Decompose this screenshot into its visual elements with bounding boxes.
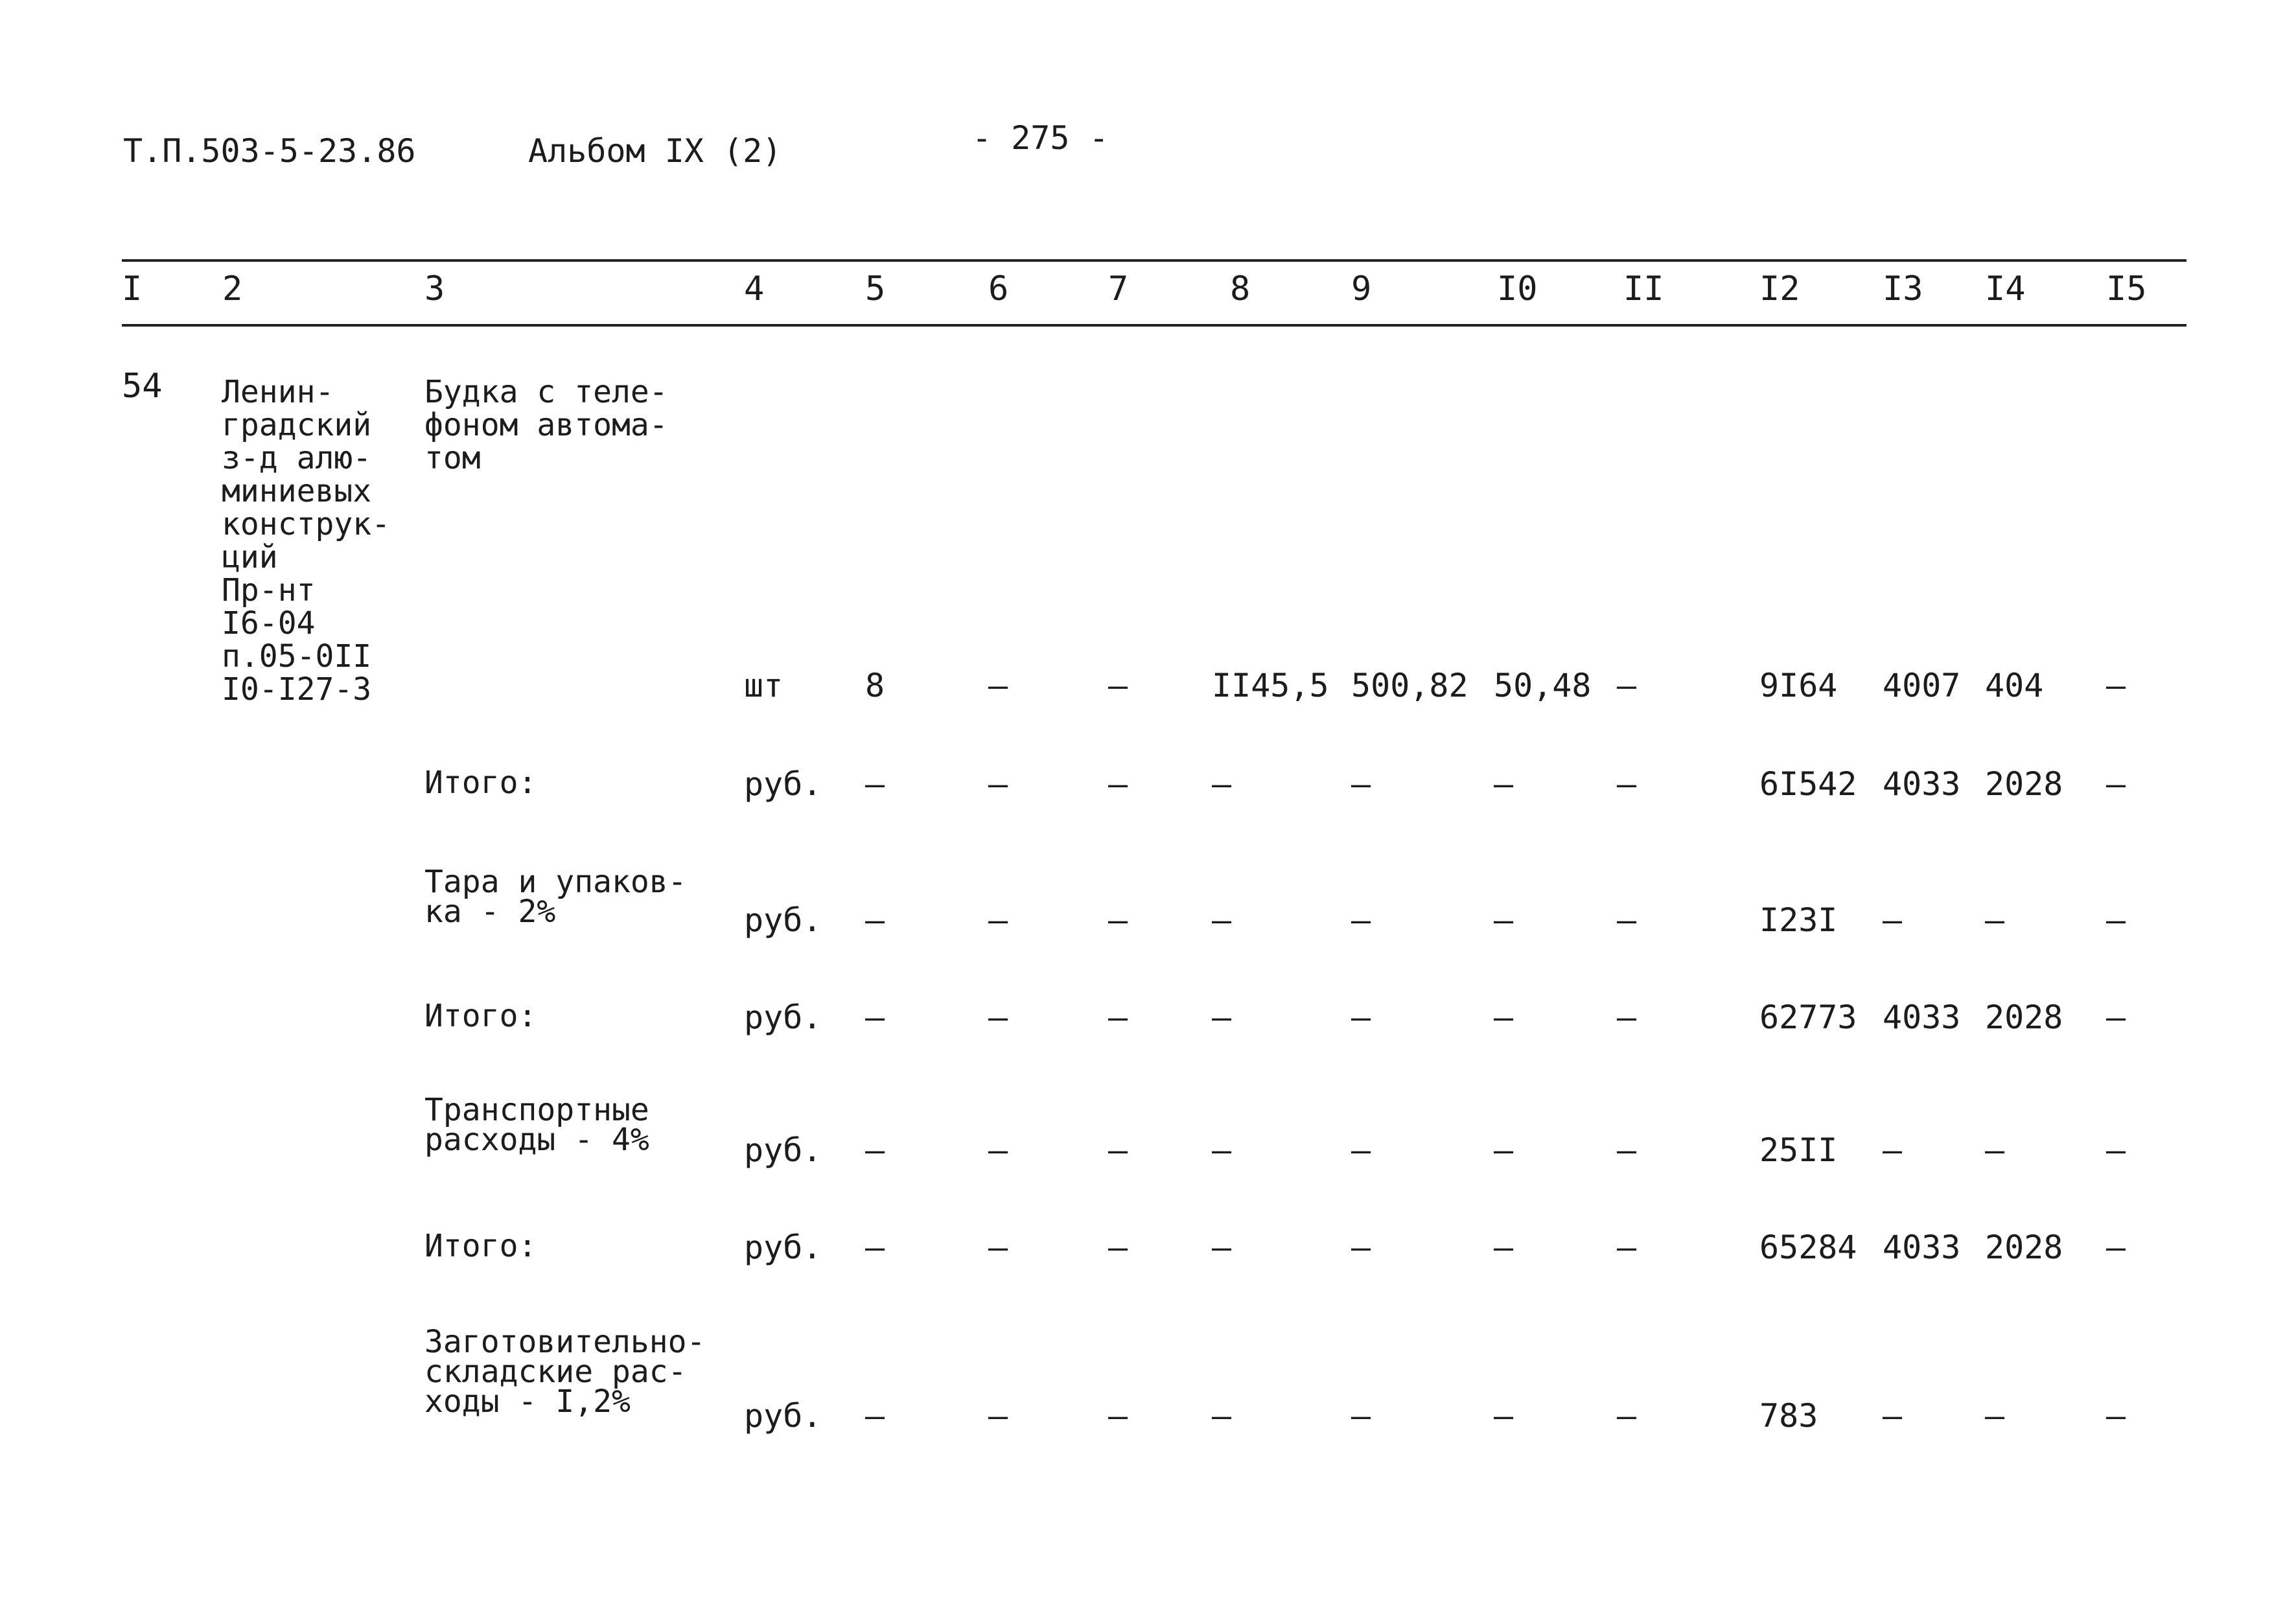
- table-cell: –: [1108, 1131, 1128, 1169]
- table-cell: 6I542: [1759, 765, 1857, 803]
- table-cell: –: [988, 1397, 1008, 1435]
- table-cell: –: [2106, 999, 2126, 1036]
- table-cell: –: [1351, 1131, 1371, 1169]
- row-label: Итого:: [424, 998, 537, 1034]
- table-cell: –: [1212, 1397, 1232, 1435]
- table-cell: –: [988, 1131, 1008, 1169]
- table-cell: 4033: [1883, 1229, 1961, 1266]
- table-cell: –: [1494, 901, 1514, 939]
- table-cell: –: [1494, 999, 1514, 1036]
- column-header: I: [122, 270, 143, 308]
- table-cell: –: [1985, 901, 2005, 939]
- table-cell: 2028: [1985, 1229, 2063, 1266]
- table-cell: –: [1617, 999, 1637, 1036]
- table-cell: –: [1212, 999, 1232, 1036]
- row-label: Заготовительно- складские рас- ходы - I,2%: [424, 1324, 706, 1420]
- table-cell: –: [2106, 901, 2126, 939]
- table-cell: –: [2106, 1131, 2126, 1169]
- table-cell: руб.: [744, 901, 822, 939]
- table-cell: –: [1351, 901, 1371, 939]
- item-number: 54: [122, 367, 163, 406]
- column-header: I2: [1759, 270, 1800, 308]
- column-header: I3: [1883, 270, 1923, 308]
- row-label: Итого:: [424, 1228, 537, 1264]
- table-cell: –: [1351, 1229, 1371, 1266]
- table-cell: –: [1212, 901, 1232, 939]
- page-number: - 275 -: [972, 119, 1109, 157]
- row-label: Транспортные расходы - 4%: [424, 1092, 649, 1158]
- table-cell: –: [988, 765, 1008, 803]
- table-cell: –: [865, 999, 885, 1036]
- table-cell: –: [1108, 901, 1128, 939]
- table-cell: –: [988, 901, 1008, 939]
- table-cell: –: [988, 667, 1008, 704]
- table-cell: 500,82: [1351, 667, 1468, 704]
- table-cell: –: [1883, 1131, 1903, 1169]
- column-header: 3: [424, 270, 445, 308]
- table-cell: руб.: [744, 1397, 822, 1435]
- table-cell: –: [1985, 1397, 2005, 1435]
- table-cell: 2028: [1985, 999, 2063, 1036]
- table-cell: –: [2106, 1397, 2126, 1435]
- table-cell: –: [2106, 667, 2126, 704]
- table-cell: –: [865, 1229, 885, 1266]
- table-cell: –: [865, 901, 885, 939]
- item-name: Будка с теле- фоном автома- том: [424, 374, 668, 476]
- table-cell: руб.: [744, 999, 822, 1036]
- table-cell: 4033: [1883, 765, 1961, 803]
- table-cell: –: [1212, 1229, 1232, 1266]
- table-cell: –: [1108, 1229, 1128, 1266]
- table-cell: –: [1494, 1131, 1514, 1169]
- column-header: I4: [1985, 270, 2026, 308]
- table-cell: –: [1494, 1229, 1514, 1266]
- column-header: 5: [865, 270, 886, 308]
- column-header: I0: [1497, 270, 1538, 308]
- table-cell: –: [2106, 765, 2126, 803]
- table-cell: 783: [1759, 1397, 1818, 1435]
- table-cell: –: [1351, 765, 1371, 803]
- table-cell: –: [1883, 901, 1903, 939]
- table-cell: 2028: [1985, 765, 2063, 803]
- table-cell: руб.: [744, 1131, 822, 1169]
- table-cell: –: [2106, 1229, 2126, 1266]
- table-cell: –: [1108, 1397, 1128, 1435]
- column-header: 7: [1108, 270, 1129, 308]
- table-cell: 8: [865, 667, 885, 704]
- table-cell: 50,48: [1494, 667, 1592, 704]
- supplier-text: Ленин- градский з-д алю- миниевых конструк- ций Пр-нт I6-04 п.05-0II I0-I27-3: [222, 374, 391, 708]
- table-cell: I23I: [1759, 901, 1838, 939]
- row-label: Тара и упаков- ка - 2%: [424, 864, 687, 930]
- column-header: 4: [744, 270, 765, 308]
- table-cell: –: [1351, 999, 1371, 1036]
- table-cell: –: [988, 1229, 1008, 1266]
- table-cell: –: [1494, 765, 1514, 803]
- table-cell: –: [865, 1397, 885, 1435]
- table-cell: руб.: [744, 765, 822, 803]
- table-cell: –: [1494, 1397, 1514, 1435]
- table-cell: –: [1108, 667, 1128, 704]
- table-cell: 65284: [1759, 1229, 1857, 1266]
- table-cell: 62773: [1759, 999, 1857, 1036]
- table-cell: руб.: [744, 1229, 822, 1266]
- table-cell: –: [1883, 1397, 1903, 1435]
- table-top-rule: [122, 259, 2186, 262]
- table-cell: 4007: [1883, 667, 1961, 704]
- table-cell: II45,5: [1212, 667, 1329, 704]
- column-header: 6: [988, 270, 1009, 308]
- table-cell: –: [1617, 1229, 1637, 1266]
- row-label: Итого:: [424, 765, 537, 801]
- table-cell: 9I64: [1759, 667, 1838, 704]
- document-code: Т.П.503-5-23.86: [123, 132, 416, 170]
- table-cell: –: [1108, 999, 1128, 1036]
- column-header: I5: [2106, 270, 2147, 308]
- column-header: II: [1623, 270, 1664, 308]
- table-cell: шт: [744, 667, 783, 704]
- table-cell: 404: [1985, 667, 2044, 704]
- table-header-rule: [122, 324, 2186, 327]
- table-cell: –: [988, 999, 1008, 1036]
- table-cell: –: [865, 765, 885, 803]
- table-cell: –: [1617, 667, 1637, 704]
- table-cell: –: [1108, 765, 1128, 803]
- table-cell: –: [1351, 1397, 1371, 1435]
- table-cell: 25II: [1759, 1131, 1838, 1169]
- table-cell: –: [1985, 1131, 2005, 1169]
- table-cell: –: [1617, 1131, 1637, 1169]
- column-header: 9: [1351, 270, 1372, 308]
- table-cell: –: [1212, 1131, 1232, 1169]
- table-cell: –: [1617, 901, 1637, 939]
- table-cell: 4033: [1883, 999, 1961, 1036]
- table-cell: –: [1212, 765, 1232, 803]
- column-header: 8: [1230, 270, 1251, 308]
- column-header: 2: [222, 270, 243, 308]
- album-label: Альбом IX (2): [528, 132, 782, 170]
- table-cell: –: [865, 1131, 885, 1169]
- table-cell: –: [1617, 765, 1637, 803]
- table-cell: –: [1617, 1397, 1637, 1435]
